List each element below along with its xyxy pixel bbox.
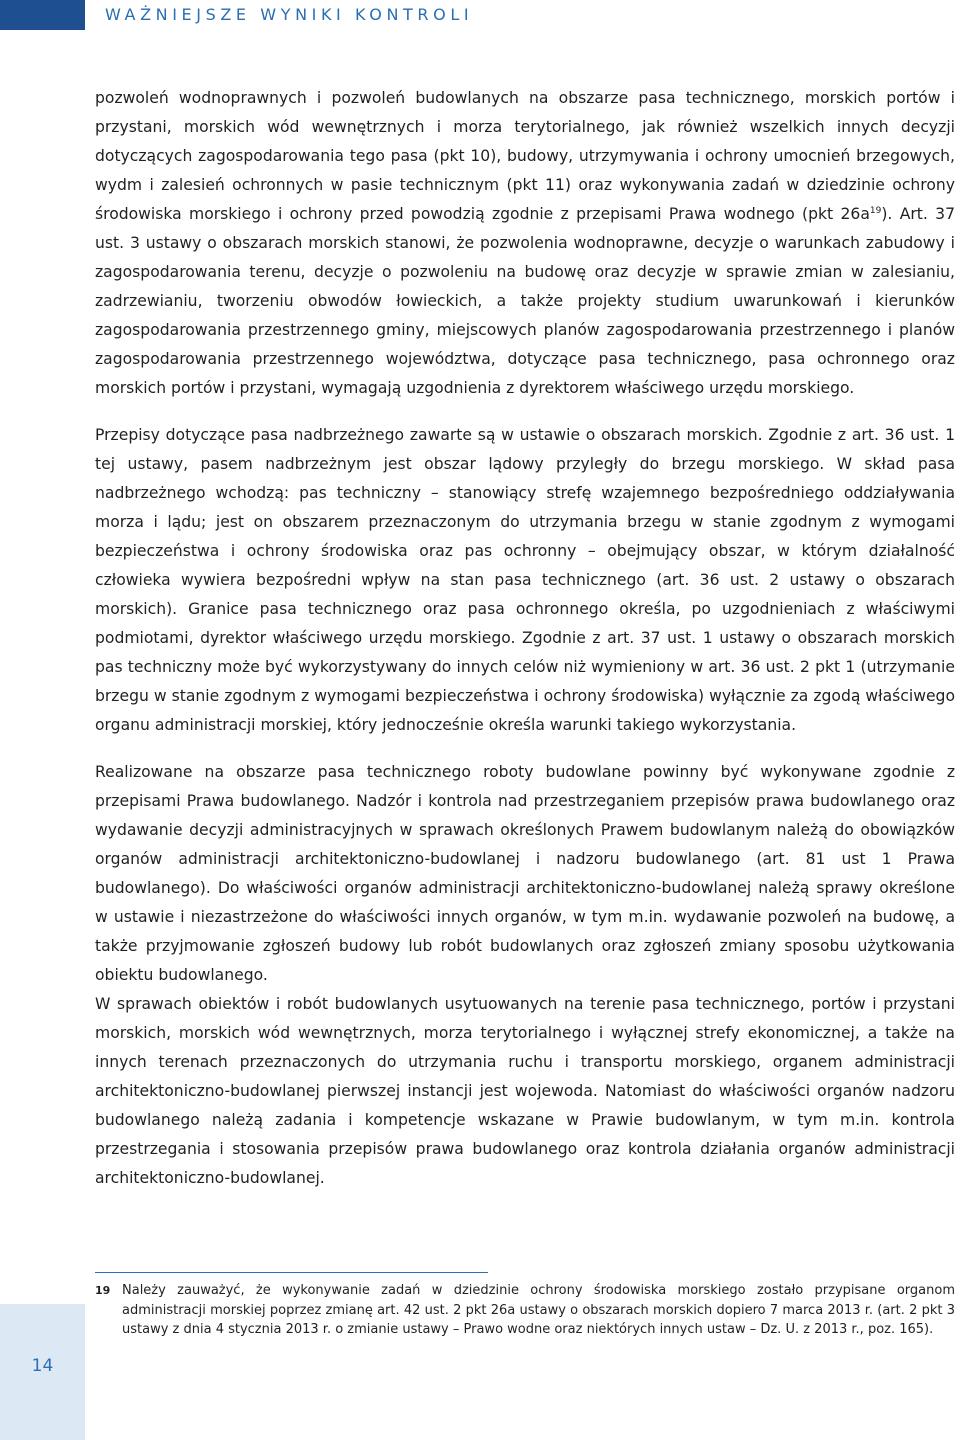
footnote-19: [95, 1281, 955, 1340]
header-accent-bar: [0, 0, 85, 30]
footnote-reference-19[interactable]: 19: [869, 206, 882, 216]
main-text: [95, 84, 955, 1193]
paragraph-1: [95, 84, 955, 403]
footnote-text: Należy zauważyć, że wykonywanie zadań w dziedzinie ochrony środowiska morskiego zostało przypisane organom administracji morskiej poprzez zmianę art. 42 ust. 2 pkt 26a ustawy o obszarach morskich dopiero 7 marca 2013 r. (art. 2 pkt 3 ustawy z dnia 4 stycznia 2013 r. o zmianie ustawy – Prawo wodne oraz niektórych innych ustaw – Dz. U. z 2013 r., poz. 165).: [122, 1283, 955, 1337]
footnote-marker: 19: [95, 1284, 111, 1297]
footnote-divider: [95, 1272, 488, 1273]
page-number: 14: [31, 1356, 54, 1376]
section-title: WAŻNIEJSZE WYNIKI KONTROLI: [105, 5, 474, 24]
paragraph-2: Przepisy dotyczące pasa nadbrzeżnego zawarte są w ustawie o obszarach morskich. Zgodnie z art. 36 ust. 1 tej ustawy, pasem nadbrzeżnym jest obszar lądowy przyległy do brzegu morskiego. W skład pasa nadbrzeżnego wchodzą: pas techniczny – stanowiący strefę wzajemnego bezpośredniego oddziaływania morza i lądu; jest on obszarem przeznaczonym do utrzymania brzegu w stanie zgodnym z wymogami bezpieczeństwa i ochrony środowiska oraz pas ochronny – obejmujący obszar, w którym działalność człowieka wywiera bezpośredni wpływ na stan pasa technicznego (art. 36 ust. 2 ustawy o obszarach morskich). Granice pasa technicznego oraz pasa ochronnego określa, po uzgodnieniach z właściwymi podmiotami, dyrektor właściwego urzędu morskiego. Zgodnie z art. 37 ust. 1 ustawy o obszarach morskich pas techniczny może być wykorzystywany do innych celów niż wymieniony w art. 36 ust. 2 pkt 1 (utrzymanie brzegu w stanie zgodnym z wymogami bezpieczeństwa i ochrony środowiska) wyłącznie za zgodą właściwego organu administracji morskiej, który jednocześnie określa warunki takiego wykorzystania.: [95, 426, 955, 734]
paragraph-4: W sprawach obiektów i robót budowlanych usytuowanych na terenie pasa technicznego, portów i przystani morskich, morskich wód wewnętrznych, morza terytorialnego i wyłącznej strefy ekonomicznej, a także na innych terenach przeznaczonych do utrzymania ruchu i transportu morskiego, organem administracji architektoniczno-budowlanej pierwszej instancji jest wojewoda. Natomiast do właściwości organów nadzoru budowlanego należą zadania i kompetencje wskazane w Prawie budowlanym, w tym m.in. kontrola przestrzegania i stosowania przepisów prawa budowlanego oraz kontrola działania organów administracji architektoniczno-budowlanej.: [95, 995, 955, 1187]
paragraph-1-part-a: pozwoleń wodnoprawnych i pozwoleń budowlanych na obszarze pasa technicznego, morskich portów i przystani, morskich wód wewnętrznych i morza terytorialnego, jak również wszelkich innych decyzji dotyczących zagospodarowania tego pasa (pkt 10), budowy, utrzymywania i ochrony umocnień brzegowych, wydm i zalesień ochronnych w pasie technicznym (pkt 11) oraz wykonywania zadań w dziedzinie ochrony środowiska morskiego i ochrony przed powodzią zgodnie z przepisami Prawa wodnego (pkt 26a: [95, 89, 955, 223]
paragraph-1-part-b: ). Art. 37 ust. 3 ustawy o obszarach morskich stanowi, że pozwolenia wodnoprawne, decyzje o warunkach zabudowy i zagospodarowania terenu, decyzje o pozwoleniu na budowę oraz decyzje w sprawie zmian w zalesianiu, zadrzewianiu, tworzeniu obwodów łowieckich, a także projekty studium uwarunkowań i kierunków zagospodarowania przestrzennego gminy, miejscowych planów zagospodarowania przestrzennego i planów zagospodarowania przestrzennego województwa, dotyczące pasa technicznego, pasa ochronnego oraz morskich portów i przystani, wymagają uzgodnienia z dyrektorem właściwego urzędu morskiego.: [95, 205, 955, 397]
paragraph-3: Realizowane na obszarze pasa technicznego roboty budowlane powinny być wykonywane zgodnie z przepisami Prawa budowlanego. Nadzór i kontrola nad przestrzeganiem przepisów prawa budowlanego oraz wydawanie decyzji administracyjnych w sprawach określonych Prawem budowlanym należą do obowiązków organów administracji architektoniczno-budowlanej i nadzoru budowlanego (art. 81 ust 1 Prawa budowlanego). Do właściwości organów administracji architektoniczno-budowlanej należą sprawy określone w ustawie i niezastrzeżone do właściwości innych organów, w tym m.in. wydawanie pozwoleń na budowę, a także przyjmowanie zgłoszeń budowy lub robót budowlanych oraz zgłoszeń zmiany sposobu użytkowania obiektu budowlanego.: [95, 763, 955, 984]
